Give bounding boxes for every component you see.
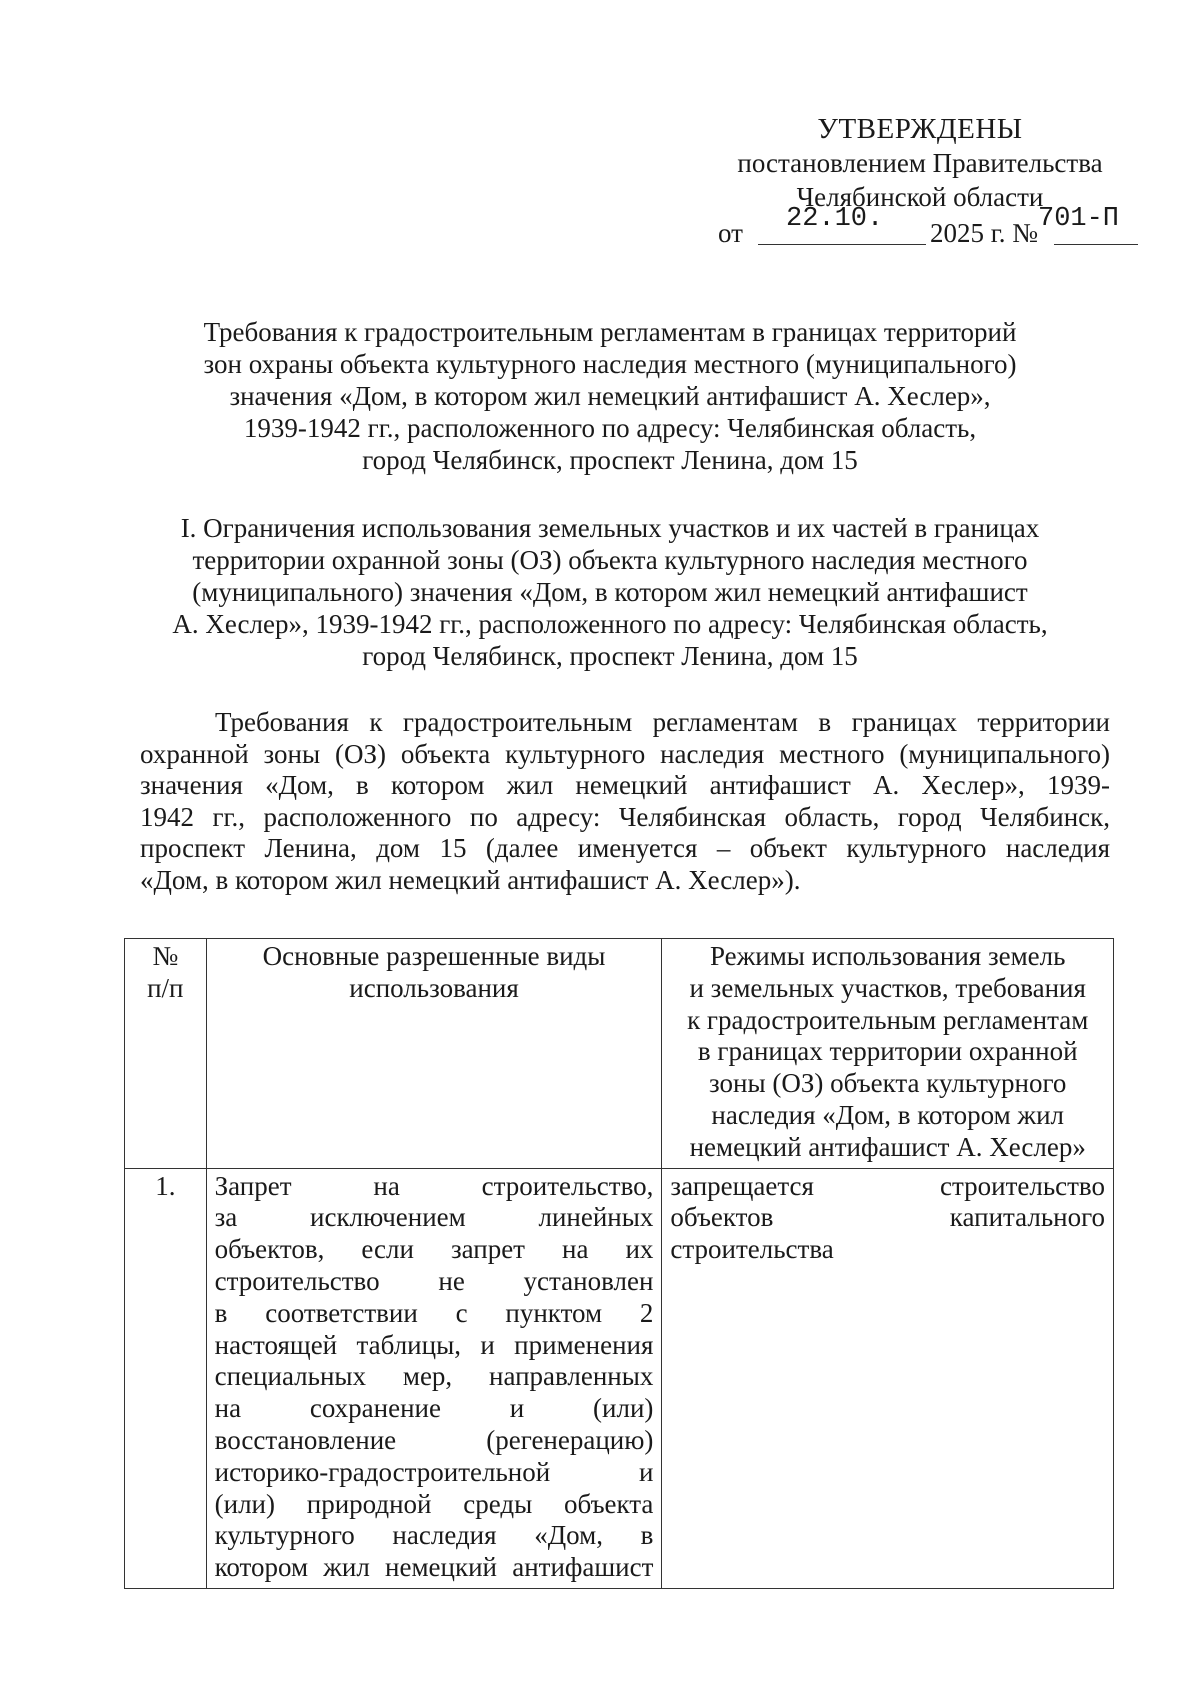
header-text: наследия «Дом, в котором жил <box>711 1099 1064 1130</box>
cell-line: восстановление (регенерацию) <box>214 1424 654 1455</box>
cell-line: строительство не установлен <box>214 1265 654 1296</box>
header-text: Основные разрешенные виды <box>262 941 606 971</box>
header-text: к градостроительным регламентам <box>687 1004 1089 1035</box>
title-line: 1939-1942 гг., расположенного по адресу: Челябинская область, <box>243 413 977 443</box>
title-line: зон охраны объекта культурного наследия местного (муниципального) <box>203 349 1017 379</box>
cell-line: настоящей таблицы, и применения <box>214 1329 654 1360</box>
approval-heading: УТВЕРЖДЕНЫ <box>817 113 1023 145</box>
intro-line: значения «Дом, в котором жил немецкий антифашист А. Хеслер», 1939- <box>140 770 1110 800</box>
section-heading <box>120 512 1100 672</box>
header-text: в границах территории охранной <box>697 1036 1078 1067</box>
header-text: немецкий антифашист А. Хеслер» <box>689 1131 1086 1162</box>
header-text: зоны (ОЗ) объекта культурного <box>709 1068 1067 1099</box>
cell-line: на сохранение и (или) <box>214 1393 654 1424</box>
date-underline <box>758 244 926 245</box>
table-row <box>125 1168 1114 1588</box>
approval-block <box>700 112 1140 214</box>
intro-line: проспект Ленина, дом 15 (далее именуется – объект культурного наследия <box>140 833 1110 863</box>
header-text: использования <box>349 972 519 1003</box>
approval-year: 2025 г. № <box>930 218 1039 248</box>
title-line: Требования к градостроительным регламентам в границах территорий <box>203 317 1017 347</box>
section-line: (муниципального) значения «Дом, в котором жил немецкий антифашист <box>192 577 1028 607</box>
header-text: п/п <box>147 972 184 1003</box>
cell-line: (или) природной среды объекта <box>214 1488 654 1519</box>
cell-line: в соответствии с пунктом 2 <box>214 1297 654 1328</box>
cell-line: культурного наследия «Дом, в <box>214 1520 654 1551</box>
header-modes <box>662 939 1114 1169</box>
title-line: значения «Дом, в котором жил немецкий антифашист А. Хеслер», <box>229 381 991 411</box>
cell-line: объектов, если запрет на их <box>214 1234 654 1265</box>
intro-line: 1942 гг., расположенного по адресу: Челябинская область, город Челябинск, <box>140 801 1110 832</box>
approval-line-2: Челябинской области <box>796 182 1044 212</box>
section-line: I. Ограничения использования земельных участков и их частей в границах <box>180 513 1040 543</box>
header-text: Режимы использования земель <box>709 941 1066 971</box>
approval-line-1: постановлением Правительства <box>737 148 1103 178</box>
header-text: № <box>152 941 179 971</box>
cell-line: за исключением линейных <box>214 1202 654 1233</box>
row-number: 1. <box>125 1168 207 1588</box>
title-line: город Челябинск, проспект Ленина, дом 15 <box>362 445 858 475</box>
number-underline <box>1054 244 1138 245</box>
header-text: и земельных участков, требования <box>689 972 1086 1003</box>
cell-line: запрещается строительство <box>670 1170 1105 1201</box>
cell-line: историко-градостроительной и <box>214 1456 654 1487</box>
table-header-row <box>125 939 1114 1169</box>
date-prefix: от <box>718 218 743 248</box>
header-uses <box>206 939 662 1169</box>
approval-number: 701-П <box>1038 204 1120 234</box>
cell-line: котором жил немецкий антифашист <box>214 1552 654 1583</box>
requirements-table <box>124 938 1114 1589</box>
cell-line: специальных мер, направленных <box>214 1361 654 1392</box>
intro-line: «Дом, в котором жил немецкий антифашист А. Хеслер»). <box>140 864 801 895</box>
section-line: город Челябинск, проспект Ленина, дом 15 <box>362 641 858 671</box>
section-line: территории охранной зоны (ОЗ) объекта культурного наследия местного <box>192 545 1028 575</box>
approval-date-line <box>718 204 1138 248</box>
row-uses-cell <box>206 1168 662 1588</box>
cell-line: объектов капитального <box>670 1202 1105 1233</box>
intro-line: Требования к градостроительным регламентам в границах территории <box>215 707 1110 737</box>
section-line: А. Хеслер», 1939-1942 гг., расположенного по адресу: Челябинская область, <box>172 609 1048 639</box>
header-number <box>125 939 207 1169</box>
document-title <box>120 316 1100 476</box>
row-modes-cell <box>662 1168 1114 1588</box>
approval-date: 22.10. <box>786 204 884 234</box>
intro-line: охранной зоны (ОЗ) объекта культурного наследия местного (муниципального) <box>140 738 1110 769</box>
cell-line: строительства <box>670 1234 834 1265</box>
intro-paragraph <box>140 707 1110 896</box>
cell-line: Запрет на строительство, <box>214 1170 654 1201</box>
